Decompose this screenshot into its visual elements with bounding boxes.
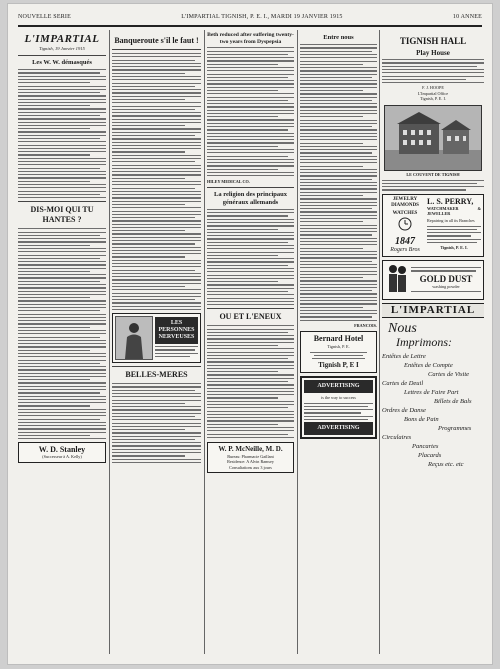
mcneille-ad-line: Residence: A Alvin Ramsey xyxy=(227,459,274,465)
article-headline: La religion des principaux généraux allemands xyxy=(213,190,288,206)
hall-subtitle: Play House xyxy=(416,49,450,57)
nervous-ad-text xyxy=(155,317,198,359)
print-item: Bons de Pain xyxy=(404,415,439,423)
hall-sig: F. J. HOOPE xyxy=(422,85,444,91)
mcneille-ad-line: Consultations aux 3 jours xyxy=(229,464,272,470)
article-text xyxy=(112,383,201,463)
article-signature: HILEY MEDICAL CO. xyxy=(207,178,250,184)
print-item: Ordres de Danse xyxy=(382,406,426,414)
perry-trade: WATCHMAKER & JEWELLER xyxy=(427,205,481,216)
year-mark: 1847 xyxy=(395,235,415,247)
article-text xyxy=(207,325,294,438)
article-text xyxy=(207,209,294,305)
advertising-title-2: ADVERTISING xyxy=(304,422,373,435)
newspaper-page xyxy=(8,4,492,664)
perry-ad xyxy=(382,194,484,257)
article-text xyxy=(207,47,294,176)
article-headline: BELLES-MERES xyxy=(125,370,188,380)
stanley-ad-sub: (Successeur à A. Kelly) xyxy=(42,454,82,460)
header-series: NOUVELLE SERIE xyxy=(18,14,71,20)
column-3 xyxy=(207,30,294,656)
print-item: Circulaires xyxy=(382,433,412,441)
print-item: Billets de Bals xyxy=(434,397,472,405)
nervous-ad-main: PERSONNES NERVEUSES xyxy=(158,327,195,341)
rogers-mark: Rogers Bros xyxy=(390,246,420,253)
article-headline: OU ET L'ENEUX xyxy=(219,312,282,322)
stanley-ad-name: W. D. Stanley xyxy=(38,445,86,455)
print-list xyxy=(382,352,484,469)
divider xyxy=(112,366,201,367)
article-headline: Banqueroute s'il le faut ! xyxy=(114,36,199,45)
mcneille-ad-name: W. P. McNeille, M. D. xyxy=(218,445,283,454)
divider xyxy=(207,187,294,188)
mcneille-ad-line: Bureau: Pharmacie Gaillant xyxy=(227,454,274,460)
nervous-ad xyxy=(112,313,201,363)
column-4 xyxy=(300,30,377,656)
print-item: Placards xyxy=(418,451,442,459)
dateline: Tignish, 19 Janvier 1915 xyxy=(39,46,85,51)
print-item: Programmes xyxy=(438,424,472,432)
mcneille-ad xyxy=(207,442,294,473)
hall-text xyxy=(382,59,484,83)
page-header xyxy=(18,10,482,24)
print-item: Lettres de Faire Part xyxy=(404,388,459,396)
hotel-location: Tignish P, E I xyxy=(318,361,359,370)
stanley-ad xyxy=(18,442,106,462)
hall-sig: Tignish, P. E. I. xyxy=(420,95,446,101)
print-item: Cartes de Visite xyxy=(428,370,470,378)
advertising-body: is the way to success xyxy=(321,395,356,401)
hotel-sub: Tignish, P. E. xyxy=(327,344,350,350)
print-item: Entêtes de Lettre xyxy=(382,352,426,360)
article-text xyxy=(112,53,201,310)
print-item: Entêtes de Compte xyxy=(404,361,453,369)
figure-illustration xyxy=(115,316,153,360)
article-headline: Les W. W. démasqués xyxy=(32,59,92,66)
photo-text xyxy=(382,180,484,191)
divider xyxy=(112,49,201,50)
perry-name: L. S. PERRY, xyxy=(427,196,474,206)
header-title-date: L'IMPARTIAL TIGNISH, P. E. I., MARDI 19 JANVIER 1915 xyxy=(181,14,343,20)
advertising-ad xyxy=(300,376,377,439)
article-headline: Entre nous xyxy=(323,34,354,41)
nous-heading: Nous xyxy=(388,320,417,336)
divider xyxy=(18,201,106,202)
print-item: Reçus etc. etc xyxy=(428,460,464,468)
header-year: 10 ANNEE xyxy=(452,14,482,20)
column-divider xyxy=(379,30,380,654)
impartial-banner: L'IMPARTIAL xyxy=(382,303,484,318)
gold-dust-sub: washing powder xyxy=(432,283,460,289)
divider xyxy=(207,308,294,309)
building-photo-icon xyxy=(385,106,481,170)
photo-caption: LE COUVENT DE TIGNISH xyxy=(406,172,460,178)
article-text xyxy=(300,44,377,321)
perry-ad-right xyxy=(427,197,481,254)
column-2 xyxy=(112,30,201,656)
watches-label: WATCHES xyxy=(392,210,418,216)
convent-photo xyxy=(384,105,482,171)
column-divider xyxy=(109,30,110,654)
perry-ad-left xyxy=(385,197,425,254)
column-divider xyxy=(297,30,298,654)
gold-dust-text xyxy=(411,265,481,294)
divider xyxy=(18,55,106,56)
hotel-name: Bernard Hotel xyxy=(313,334,364,344)
hall-title: TIGNISH HALL xyxy=(399,36,467,46)
bernard-hotel-ad xyxy=(300,331,377,373)
person-figure-icon xyxy=(119,319,149,359)
watch-icon xyxy=(393,217,417,231)
column-divider xyxy=(204,30,205,654)
nervous-ad-title xyxy=(155,317,198,344)
twins-figure-icon xyxy=(385,263,409,297)
article-headline: DIS-MOI QUI TU HANTES ? xyxy=(30,205,94,225)
column-1 xyxy=(18,30,106,656)
article-headline: Beth reduced after suffering twenty-two years from Dyspepsia xyxy=(207,32,294,45)
imprimons-heading: Imprimons: xyxy=(396,334,452,349)
header-rule xyxy=(18,25,482,27)
gold-dust-ad xyxy=(382,260,484,300)
print-item: Cartes de Deuil xyxy=(382,379,424,387)
masthead: L'IMPARTIAL xyxy=(24,33,100,45)
advertising-title: ADVERTISING xyxy=(304,380,373,393)
article-text xyxy=(18,69,106,198)
jewelry-label: JEWELRY DIAMONDS xyxy=(391,196,419,208)
nervous-ad-top: LES xyxy=(170,320,183,327)
article-text xyxy=(18,228,106,439)
perry-location: Tignish, P. E. I. xyxy=(440,245,468,251)
article-signature: FRANCOIS. xyxy=(354,323,377,328)
gold-dust-title: GOLD DUST xyxy=(419,273,473,284)
print-item: Pancartes xyxy=(412,442,439,450)
column-5 xyxy=(382,30,484,656)
hall-sig: L'Impartial Office xyxy=(417,90,449,96)
perry-line: Repairing in all its Branches xyxy=(427,218,475,224)
